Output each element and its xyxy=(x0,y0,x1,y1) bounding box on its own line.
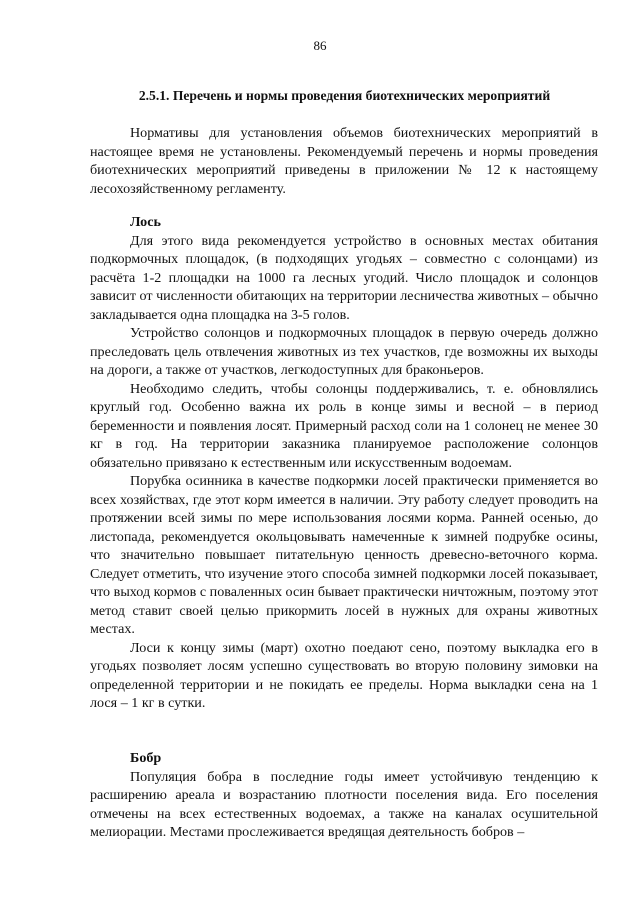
intro-section xyxy=(90,124,598,198)
beaver-paragraph: Популяция бобра в последние годы имеет устойчивую тенденцию к расширению ареала и возрастанию плотности поселения вида. Его поселения отмечены на всех естественных водоемах, а также на каналах осушительной мелиорации. Местами прослеживается вредящая деятельность бобров – xyxy=(90,768,598,840)
moose-paragraph-2: Устройство солонцов и подкормочных площадок в первую очередь должно преследовать цель отвлечения животных из тех участков, где возможны их выходы на дороги, а также от участков, легкодоступных для браконьеров. xyxy=(90,325,598,378)
moose-paragraph-5: Лоси к концу зимы (март) охотно поедают сено, поэтому выкладка его в угодьях позволяет лосям успешно существовать во вторую половину зимовки на определенной территории и не покидать ее пределы. Норма выкладки сена на 1 лося – 1 кг в сутки. xyxy=(90,639,598,711)
beaver-section xyxy=(90,749,598,842)
moose-paragraph-1: Для этого вида рекомендуется устройство в основных местах обитания подкормочных площадок, (в подходящих угодьях – совместно с солонцами) из расчёта 1-2 площадки на 1000 га лесных угодий. Число площадок и солонцов зависит от численности обитающих на территории лесничества животных – обычно закладывается одна площадка на 3-5 голов. xyxy=(90,232,598,323)
moose-paragraph-4: Порубка осинника в качестве подкормки лосей практически применяется во всех хозяйствах, где этот корм имеется в наличии. Эту работу следует проводить на протяжении всей зимы по мере использования лосями корма. Ранней осенью, до листопада, рекомендуется окольцовывать намеченные к зимней подрубке осины, что значительно повышает питательную ценность древесно-веточного корма. Следует отметить, что изучение этого способа зимней подкормки лосей показывает, что выход кормов с поваленных осин бывает практически ничтожным, поэтому этот метод ставит своей целью прикормить лосей в нужных для охраны животных местах. xyxy=(90,473,598,637)
section-title: 2.5.1. Перечень и нормы проведения биотехнических мероприятий xyxy=(138,88,551,103)
moose-paragraph-3: Необходимо следить, чтобы солонцы поддерживались, т. е. обновлялись круглый год. Особенно важна их роль в конце зимы и весной – в период беременности и появления лосят. Примерный расход соли на 1 солонец не менее 30 кг в год. На территории заказника планируемое расположение солонцов обязательно привязано к естественным или искусственным водоемам. xyxy=(90,380,598,471)
moose-section xyxy=(90,213,598,713)
page-number: 86 xyxy=(313,38,327,53)
moose-heading: Лось xyxy=(130,214,161,230)
beaver-heading: Бобр xyxy=(130,750,162,766)
intro-paragraph: Нормативы для установления объемов биотехнических мероприятий в настоящее время не установлены. Рекомендуемый перечень и нормы проведения биотехнических мероприятий приведены в приложении № 12 к настоящему лесохозяйственному регламенту. xyxy=(90,125,598,197)
